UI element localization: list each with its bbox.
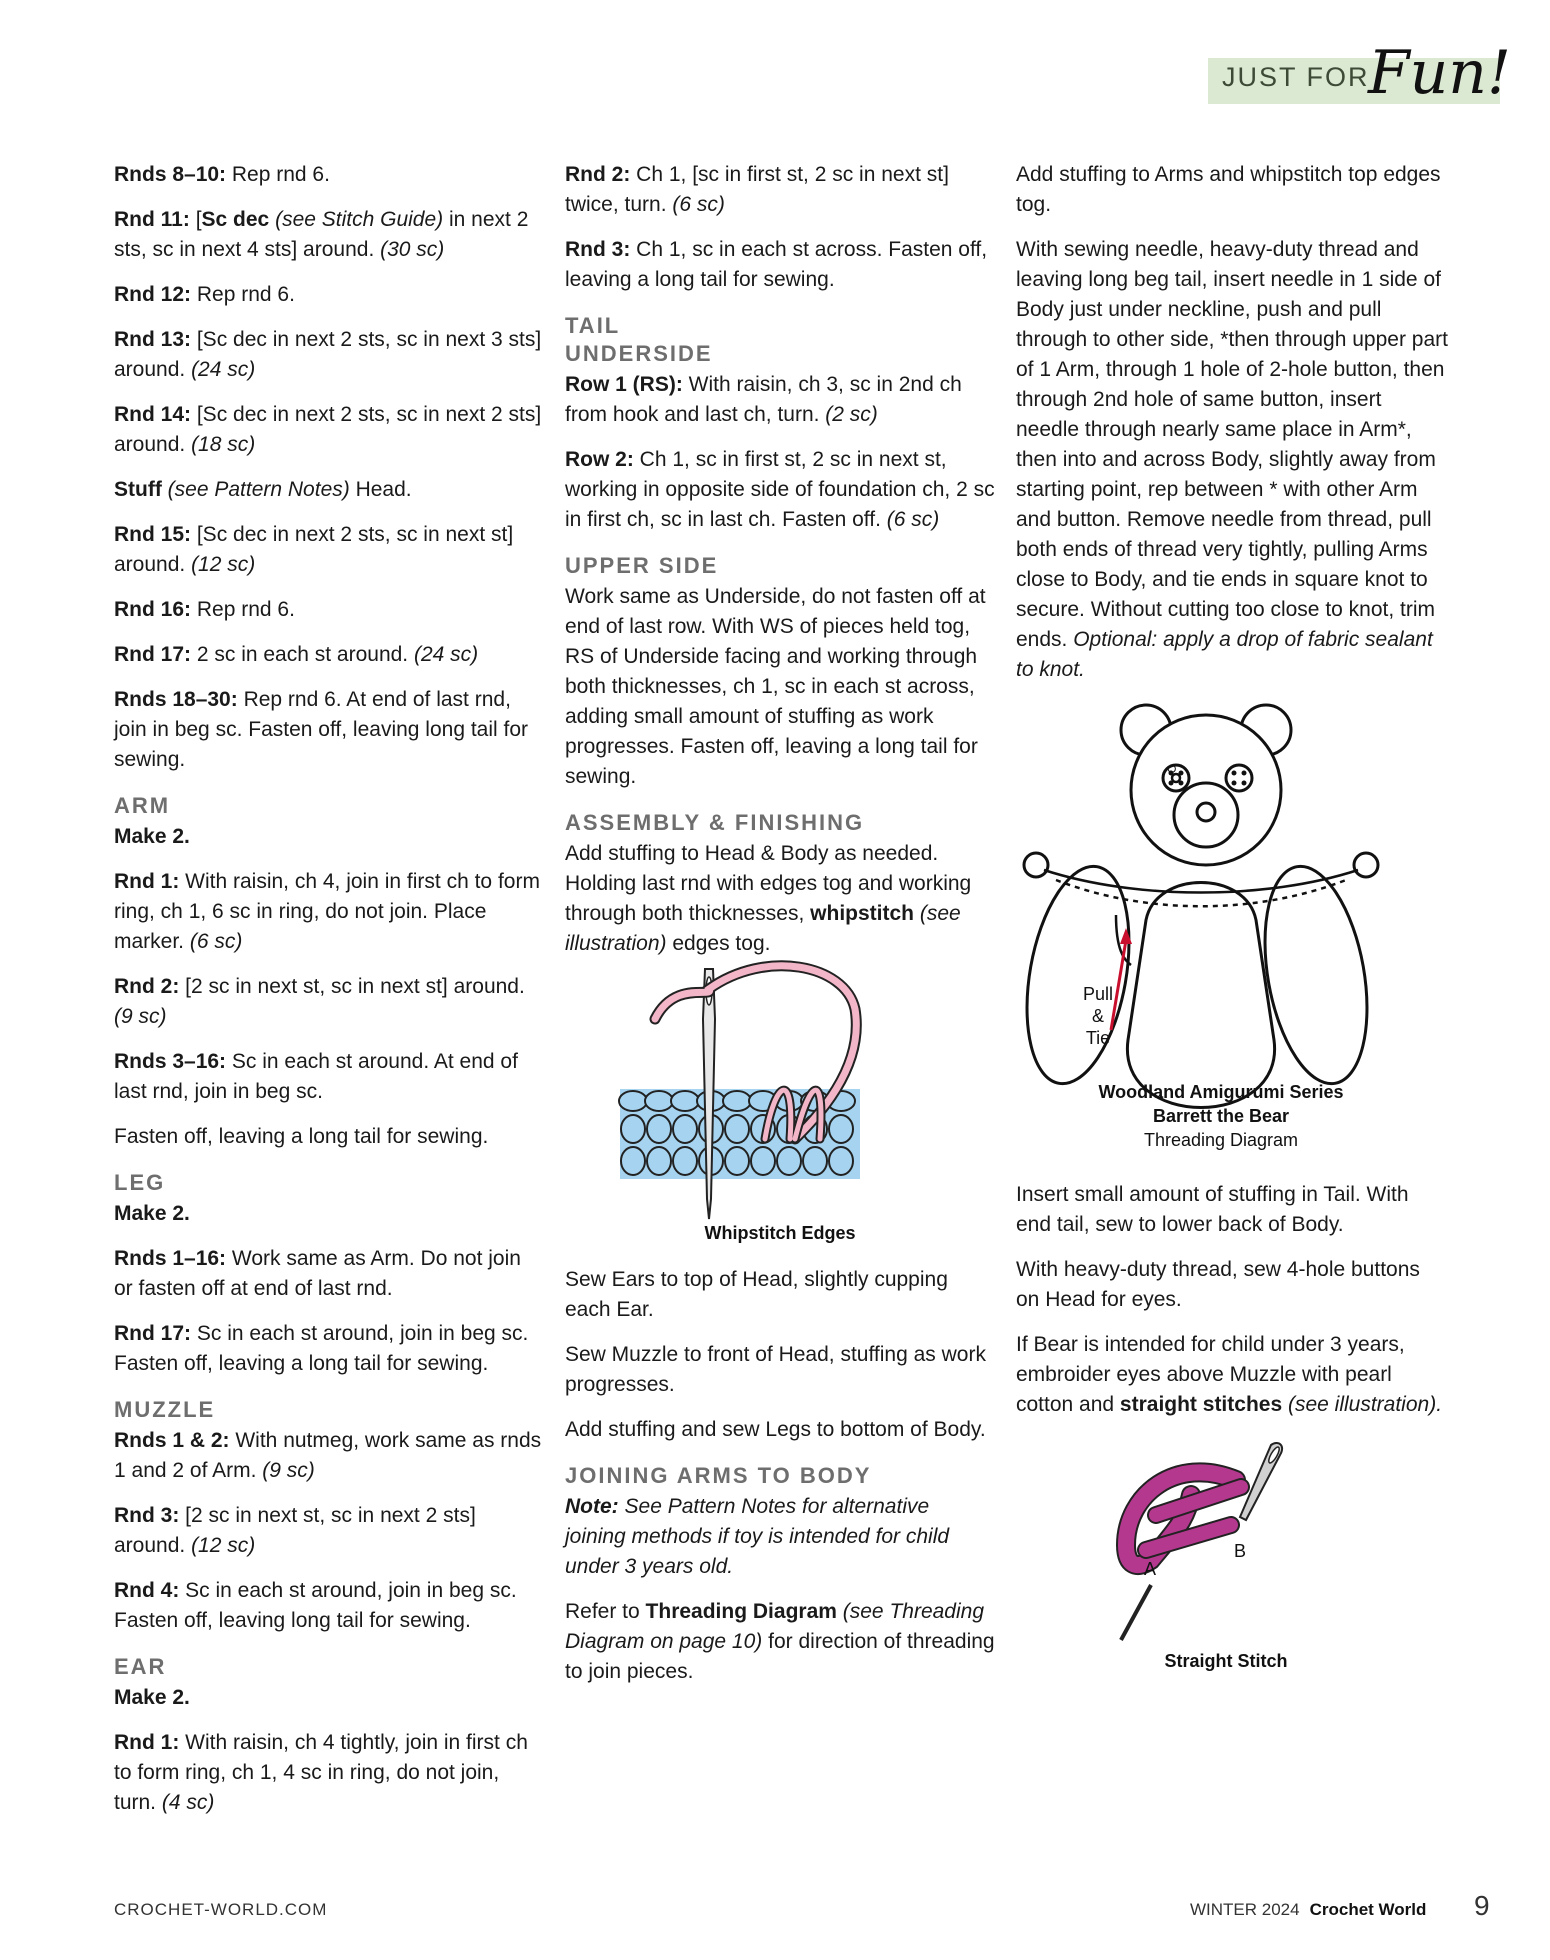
footer-website: CROCHET-WORLD.COM — [114, 1900, 328, 1919]
instruction-rnd-12: Rnd 12: Rep rnd 6. — [114, 283, 295, 306]
sew-legs: Add stuffing and sew Legs to bottom of Body. — [565, 1418, 986, 1441]
arm-fasten-off: Fasten off, leaving a long tail for sewing. — [114, 1125, 489, 1148]
assembly-text: Add stuffing to Head & Body as needed. Holding last rnd with edges tog and working through both thicknesses, whipstitch (see illustration) edges tog. — [565, 842, 972, 955]
stuff-arms: Add stuffing to Arms and whipstitch top edges tog. — [1016, 163, 1441, 216]
arm-rnd-1: Rnd 1: With raisin, ch 4, join in first ch to form ring, ch 1, 6 sc in ring, do not join. Place marker. (6 sc) — [114, 870, 540, 953]
instruction-rnd-15: Rnd 15: [Sc dec in next 2 sts, sc in next st] around. (12 sc) — [114, 523, 514, 576]
heading-arm: ARM — [114, 793, 171, 818]
bear-caption-diagram: Threading Diagram — [1143, 1130, 1299, 1150]
arm-make: Make 2. — [114, 825, 190, 848]
muzzle-rnd-3: Rnd 3: [2 sc in next st, sc in next 2 sts] around. (12 sc) — [114, 1504, 476, 1557]
tie-label: Tie — [1085, 1028, 1111, 1048]
column-1 — [114, 160, 544, 1833]
left-arm-button — [1024, 853, 1048, 877]
eye-buttons: With heavy-duty thread, sew 4-hole buttons on Head for eyes. — [1016, 1258, 1420, 1311]
amp-label: & — [1091, 1006, 1105, 1026]
badge-fun-script: Fun! — [1368, 38, 1512, 108]
magenta-yarn — [1126, 1472, 1241, 1565]
underside-row-2: Row 2: Ch 1, sc in first st, 2 sc in next st, working in opposite side of foundation ch, 2 sc in first ch, sc in last ch. Fasten off. (6 sc) — [565, 448, 995, 531]
instruction-rnd-11: Rnd 11: [Sc dec (see Stitch Guide) in next 2 sts, sc in next 4 sts] around. (30 sc) — [114, 208, 529, 261]
instruction-rnd-13: Rnd 13: [Sc dec in next 2 sts, sc in next 3 sts] around. (24 sc) — [114, 328, 542, 381]
heading-joining-arms: JOINING ARMS TO BODY — [565, 1463, 872, 1488]
right-eye-button — [1226, 765, 1252, 791]
point-a-label: A — [1144, 1559, 1157, 1579]
ear-rnd-3: Rnd 3: Ch 1, sc in each st across. Fasten off, leaving a long tail for sewing. — [565, 238, 988, 291]
left-eye-button — [1163, 765, 1189, 791]
bear-body — [1127, 883, 1274, 1108]
heading-muzzle: MUZZLE — [114, 1397, 216, 1422]
muzzle-rnd-4: Rnd 4: Sc in each st around, join in beg sc. Fasten off, leaving long tail for sewing. — [114, 1579, 517, 1632]
ear-rnd-2: Rnd 2: Ch 1, [sc in first st, 2 sc in next st] twice, turn. (6 sc) — [565, 163, 949, 216]
child-safety-eyes: If Bear is intended for child under 3 years, embroider eyes above Muzzle with pearl cotton and straight stitches (see illustration). — [1016, 1333, 1443, 1416]
whipstitch-caption: Whipstitch Edges — [704, 1223, 856, 1243]
instruction-rnds-18-30: Rnds 18–30: Rep rnd 6. At end of last rnd, join in beg sc. Fasten off, leaving long tail for sewing. — [114, 688, 529, 771]
footer-season: WINTER 2024 — [1190, 1900, 1300, 1919]
leg-rnd-17: Rnd 17: Sc in each st around, join in beg sc. Fasten off, leaving a long tail for sewing. — [114, 1322, 529, 1375]
tail-stuffing: Insert small amount of stuffing in Tail. With end tail, sew to lower back of Body. — [1016, 1183, 1409, 1236]
left-arm — [1016, 858, 1144, 1091]
lower-needle — [1121, 1585, 1151, 1640]
ear-rnd-1: Rnd 1: With raisin, ch 4 tightly, join in first ch to form ring, ch 1, 4 sc in ring, do not join, turn. (4 sc) — [114, 1731, 528, 1814]
joining-instructions: With sewing needle, heavy-duty thread and leaving long beg tail, insert needle in 1 side of Body just under neckline, push and pull through to other side, *then through upper part of 1 Arm, through 1 hole of 2-hole button, then through 2nd hole of same button, insert needle through nearly same place in Arm*, then into and across Body, slightly away from starting point, rep between * with other Arm and button. Remove needle from thread, pull both ends of thread very tightly, pulling Arms close to Body, and tie ends in square knot to secure. Without cutting too close to knot, trim ends. Optional: apply a drop of fabric sealant to knot. — [1016, 238, 1448, 681]
footer-magazine: Crochet World — [1309, 1900, 1427, 1919]
instruction-stuff-head: Stuff (see Pattern Notes) Head. — [114, 478, 412, 501]
right-arm-button — [1354, 853, 1378, 877]
pull-label: Pull — [1082, 984, 1114, 1004]
bear-nose — [1197, 803, 1215, 821]
page-number: 9 — [1474, 1890, 1490, 1921]
sew-muzzle: Sew Muzzle to front of Head, stuffing as work progresses. — [565, 1343, 986, 1396]
bear-threading-diagram — [1016, 700, 1448, 1180]
underside-row-1: Row 1 (RS): With raisin, ch 3, sc in 2nd ch from hook and last ch, turn. (2 sc) — [565, 373, 962, 426]
point-b-label: B — [1234, 1541, 1247, 1561]
upper-side-text: Work same as Underside, do not fasten off at end of last row. With WS of pieces held tog, RS of Underside facing and working through both thicknesses, ch 1, sc in each st across, adding small amount of stuffing as work progresses. Fasten off, leaving a long tail for sewing. — [565, 585, 986, 788]
straight-stitch-illustration — [1016, 1435, 1448, 1675]
instruction-rnd-17: Rnd 17: 2 sc in each st around. (24 sc) — [114, 643, 479, 666]
footer-issue — [1190, 1900, 1426, 1920]
column-3 — [1016, 160, 1448, 1675]
sew-ears: Sew Ears to top of Head, slightly cupping each Ear. — [565, 1268, 948, 1321]
badge-text: JUST FOR — [1222, 62, 1370, 92]
column-2 — [565, 160, 995, 1702]
heading-ear: EAR — [114, 1654, 167, 1679]
muzzle-rnds-1-2: Rnds 1 & 2: With nutmeg, work same as rnds 1 and 2 of Arm. (9 sc) — [114, 1429, 542, 1482]
whipstitch-illustration — [565, 959, 995, 1247]
arm-rnd-2: Rnd 2: [2 sc in next st, sc in next st] around. (9 sc) — [114, 975, 525, 1028]
leg-rnds-1-16: Rnds 1–16: Work same as Arm. Do not join or fasten off at end of last rnd. — [114, 1247, 521, 1300]
heading-underside: UNDERSIDE — [565, 341, 713, 366]
leg-make: Make 2. — [114, 1202, 190, 1225]
instruction-rnd-14: Rnd 14: [Sc dec in next 2 sts, sc in next 2 sts] around. (18 sc) — [114, 403, 542, 456]
ear-make: Make 2. — [114, 1686, 190, 1709]
heading-tail: TAIL — [565, 313, 621, 338]
bear-caption-name: Barrett the Bear — [1152, 1106, 1290, 1126]
joining-note: Note: See Pattern Notes for alternative joining methods if toy is intended for child under 3 years old. — [565, 1495, 950, 1578]
straight-stitch-caption: Straight Stitch — [1164, 1651, 1288, 1671]
needle-icon — [703, 969, 715, 1219]
threading-reference: Refer to Threading Diagram (see Threading Diagram on page 10) for direction of threading to join pieces. — [565, 1600, 995, 1683]
instruction-rnds-8-10: Rnds 8–10: Rep rnd 6. — [114, 163, 330, 186]
fabric-row-bottom — [621, 1147, 853, 1175]
bear-caption-series: Woodland Amigurumi Series — [1098, 1082, 1344, 1102]
heading-upper-side: UPPER SIDE — [565, 553, 719, 578]
instruction-rnd-16: Rnd 16: Rep rnd 6. — [114, 598, 295, 621]
heading-assembly: ASSEMBLY & FINISHING — [565, 810, 865, 835]
heading-leg: LEG — [114, 1170, 166, 1195]
arm-rnds-3-16: Rnds 3–16: Sc in each st around. At end of last rnd, join in beg sc. — [114, 1050, 518, 1103]
